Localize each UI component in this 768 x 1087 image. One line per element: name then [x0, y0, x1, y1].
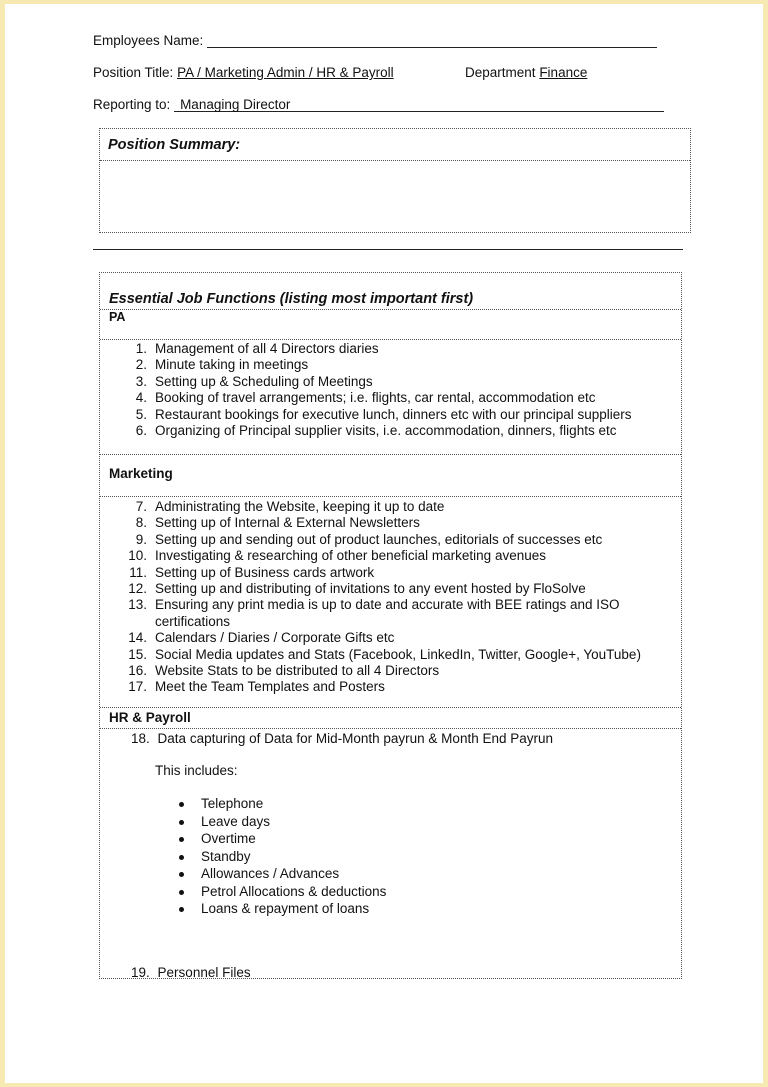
function-item-text: Setting up & Scheduling of Meetings — [155, 373, 373, 389]
function-item-text: Calendars / Diaries / Corporate Gifts etc — [155, 630, 395, 646]
function-item-text: Investigating & researching of other beneficial marketing avenues — [155, 548, 546, 564]
function-item-text: Meet the Team Templates and Posters — [155, 679, 385, 695]
function-item-number: 8. — [135, 515, 147, 531]
divider-1 — [100, 309, 681, 310]
hr-section-title: HR & Payroll — [109, 710, 191, 725]
function-list-item — [135, 390, 632, 406]
summary-divider — [100, 160, 690, 161]
function-item-number: 17. — [128, 679, 147, 695]
function-item-text: Minute taking in meetings — [155, 357, 309, 373]
function-item-number: 6. — [135, 422, 147, 438]
bullet-item: Petrol Allocations & deductions — [201, 883, 387, 899]
function-list-item — [135, 406, 632, 423]
function-item-text: Ensuring any print media is up to date and accurate with BEE ratings and ISO — [155, 597, 620, 613]
function-item-number: 4. — [135, 390, 147, 406]
bullet-item: Leave days — [201, 813, 386, 831]
department-value: Finance — [539, 65, 588, 80]
function-list-item — [135, 499, 641, 515]
hr-item-19-text: Personnel Files — [157, 965, 251, 980]
position-title-line — [93, 65, 394, 80]
job-functions-title: Essential Job Functions (listing most important first) — [109, 291, 474, 307]
position-summary-box — [99, 128, 691, 233]
function-item-number: 9. — [135, 531, 147, 547]
function-item-number: 16. — [128, 662, 147, 678]
function-list-item — [128, 679, 641, 695]
department-line — [465, 65, 587, 80]
function-item-text: certifications — [155, 613, 231, 629]
job-functions-box — [99, 272, 682, 979]
marketing-function-list — [128, 499, 641, 696]
function-list-item — [128, 646, 641, 663]
function-item-number: 10. — [128, 548, 147, 564]
function-list-item — [135, 373, 632, 390]
divider-4 — [100, 496, 681, 497]
function-item-text: Website Stats to be distributed to all 4 Directors — [155, 662, 440, 678]
position-title-label: Position Title: — [93, 65, 174, 80]
position-title-value: PA / Marketing Admin / HR & Payroll — [177, 65, 394, 80]
divider-5 — [100, 707, 681, 708]
divider-2 — [100, 339, 681, 340]
employee-name-blank — [207, 33, 657, 48]
hr-item-18-num: 18. — [131, 731, 150, 746]
pa-function-list — [135, 341, 632, 439]
bullet-item: Allowances / Advances — [201, 865, 386, 883]
function-list-item — [128, 597, 641, 613]
function-item-number: 11. — [129, 564, 147, 580]
function-item-text: Restaurant bookings for executive lunch, dinners etc with our principal suppliers — [155, 406, 632, 422]
divider-3 — [100, 454, 681, 455]
function-list-item — [128, 580, 641, 597]
hr-item-19-num: 19. — [131, 965, 150, 980]
function-item-number: 5. — [135, 406, 147, 422]
reporting-label: Reporting to: — [93, 97, 171, 112]
function-item-number: 14. — [128, 630, 147, 646]
function-item-text: Setting up of Business cards artwork — [155, 564, 375, 580]
function-item-number: 1. — [135, 341, 147, 356]
function-item-text: Organizing of Principal supplier visits, i.e. accommodation, dinners, flights etc — [155, 422, 617, 438]
document-page — [5, 4, 763, 1083]
function-item-text: Management of all 4 Directors diaries — [155, 341, 379, 356]
reporting-value: Managing Director — [180, 97, 291, 112]
department-label: Department — [465, 65, 536, 80]
function-list-item — [128, 630, 641, 646]
divider-6 — [100, 728, 681, 729]
reporting-blank — [174, 96, 664, 112]
function-item-number: 12. — [128, 580, 147, 596]
function-item-text: Administrating the Website, keeping it up to date — [155, 499, 445, 514]
marketing-section-title: Marketing — [109, 466, 173, 481]
employee-name-line — [93, 33, 657, 48]
function-item-text: Setting up of Internal & External Newsletters — [155, 515, 420, 531]
function-list-item — [135, 531, 641, 548]
bullet-item: Telephone — [201, 795, 386, 813]
function-item-number: 7. — [135, 499, 147, 514]
function-list-item — [135, 515, 641, 531]
position-summary-title: Position Summary: — [108, 137, 241, 153]
function-list-item — [135, 422, 632, 439]
function-item-text: Setting up and sending out of product launches, editorials of successes etc — [155, 531, 603, 547]
function-item-number: 15. — [128, 646, 147, 662]
bullet-item: Overtime — [201, 830, 386, 848]
function-list-item — [128, 662, 641, 679]
function-item-text: Social Media updates and Stats (Facebook, LinkedIn, Twitter, Google+, YouTube) — [155, 646, 641, 662]
pa-section-title: PA — [109, 310, 126, 324]
function-item-number: 3. — [135, 373, 147, 389]
hr-item-18 — [131, 731, 553, 746]
function-list-item — [135, 357, 632, 373]
function-list-item — [129, 564, 641, 581]
function-item-text: Setting up and distributing of invitations to any event hosted by FloSolve — [155, 580, 586, 596]
hr-item-19 — [131, 965, 251, 980]
reporting-line — [93, 96, 664, 112]
horizontal-rule — [93, 249, 683, 250]
function-item-number: 13. — [128, 597, 147, 613]
hr-includes-list — [201, 795, 386, 918]
bullet-item: Loans & repayment of loans — [201, 900, 386, 918]
employee-name-label: Employees Name: — [93, 33, 204, 48]
hr-includes-label: This includes: — [155, 763, 238, 778]
function-list-item — [135, 341, 632, 357]
hr-item-18-text: Data capturing of Data for Mid-Month payrun & Month End Payrun — [157, 731, 554, 746]
bullet-item: Standby — [201, 848, 386, 866]
function-item-number: 2. — [135, 357, 147, 373]
function-item-text: Booking of travel arrangements; i.e. flights, car rental, accommodation etc — [155, 390, 596, 406]
function-list-item — [155, 614, 641, 630]
function-list-item — [128, 548, 641, 564]
